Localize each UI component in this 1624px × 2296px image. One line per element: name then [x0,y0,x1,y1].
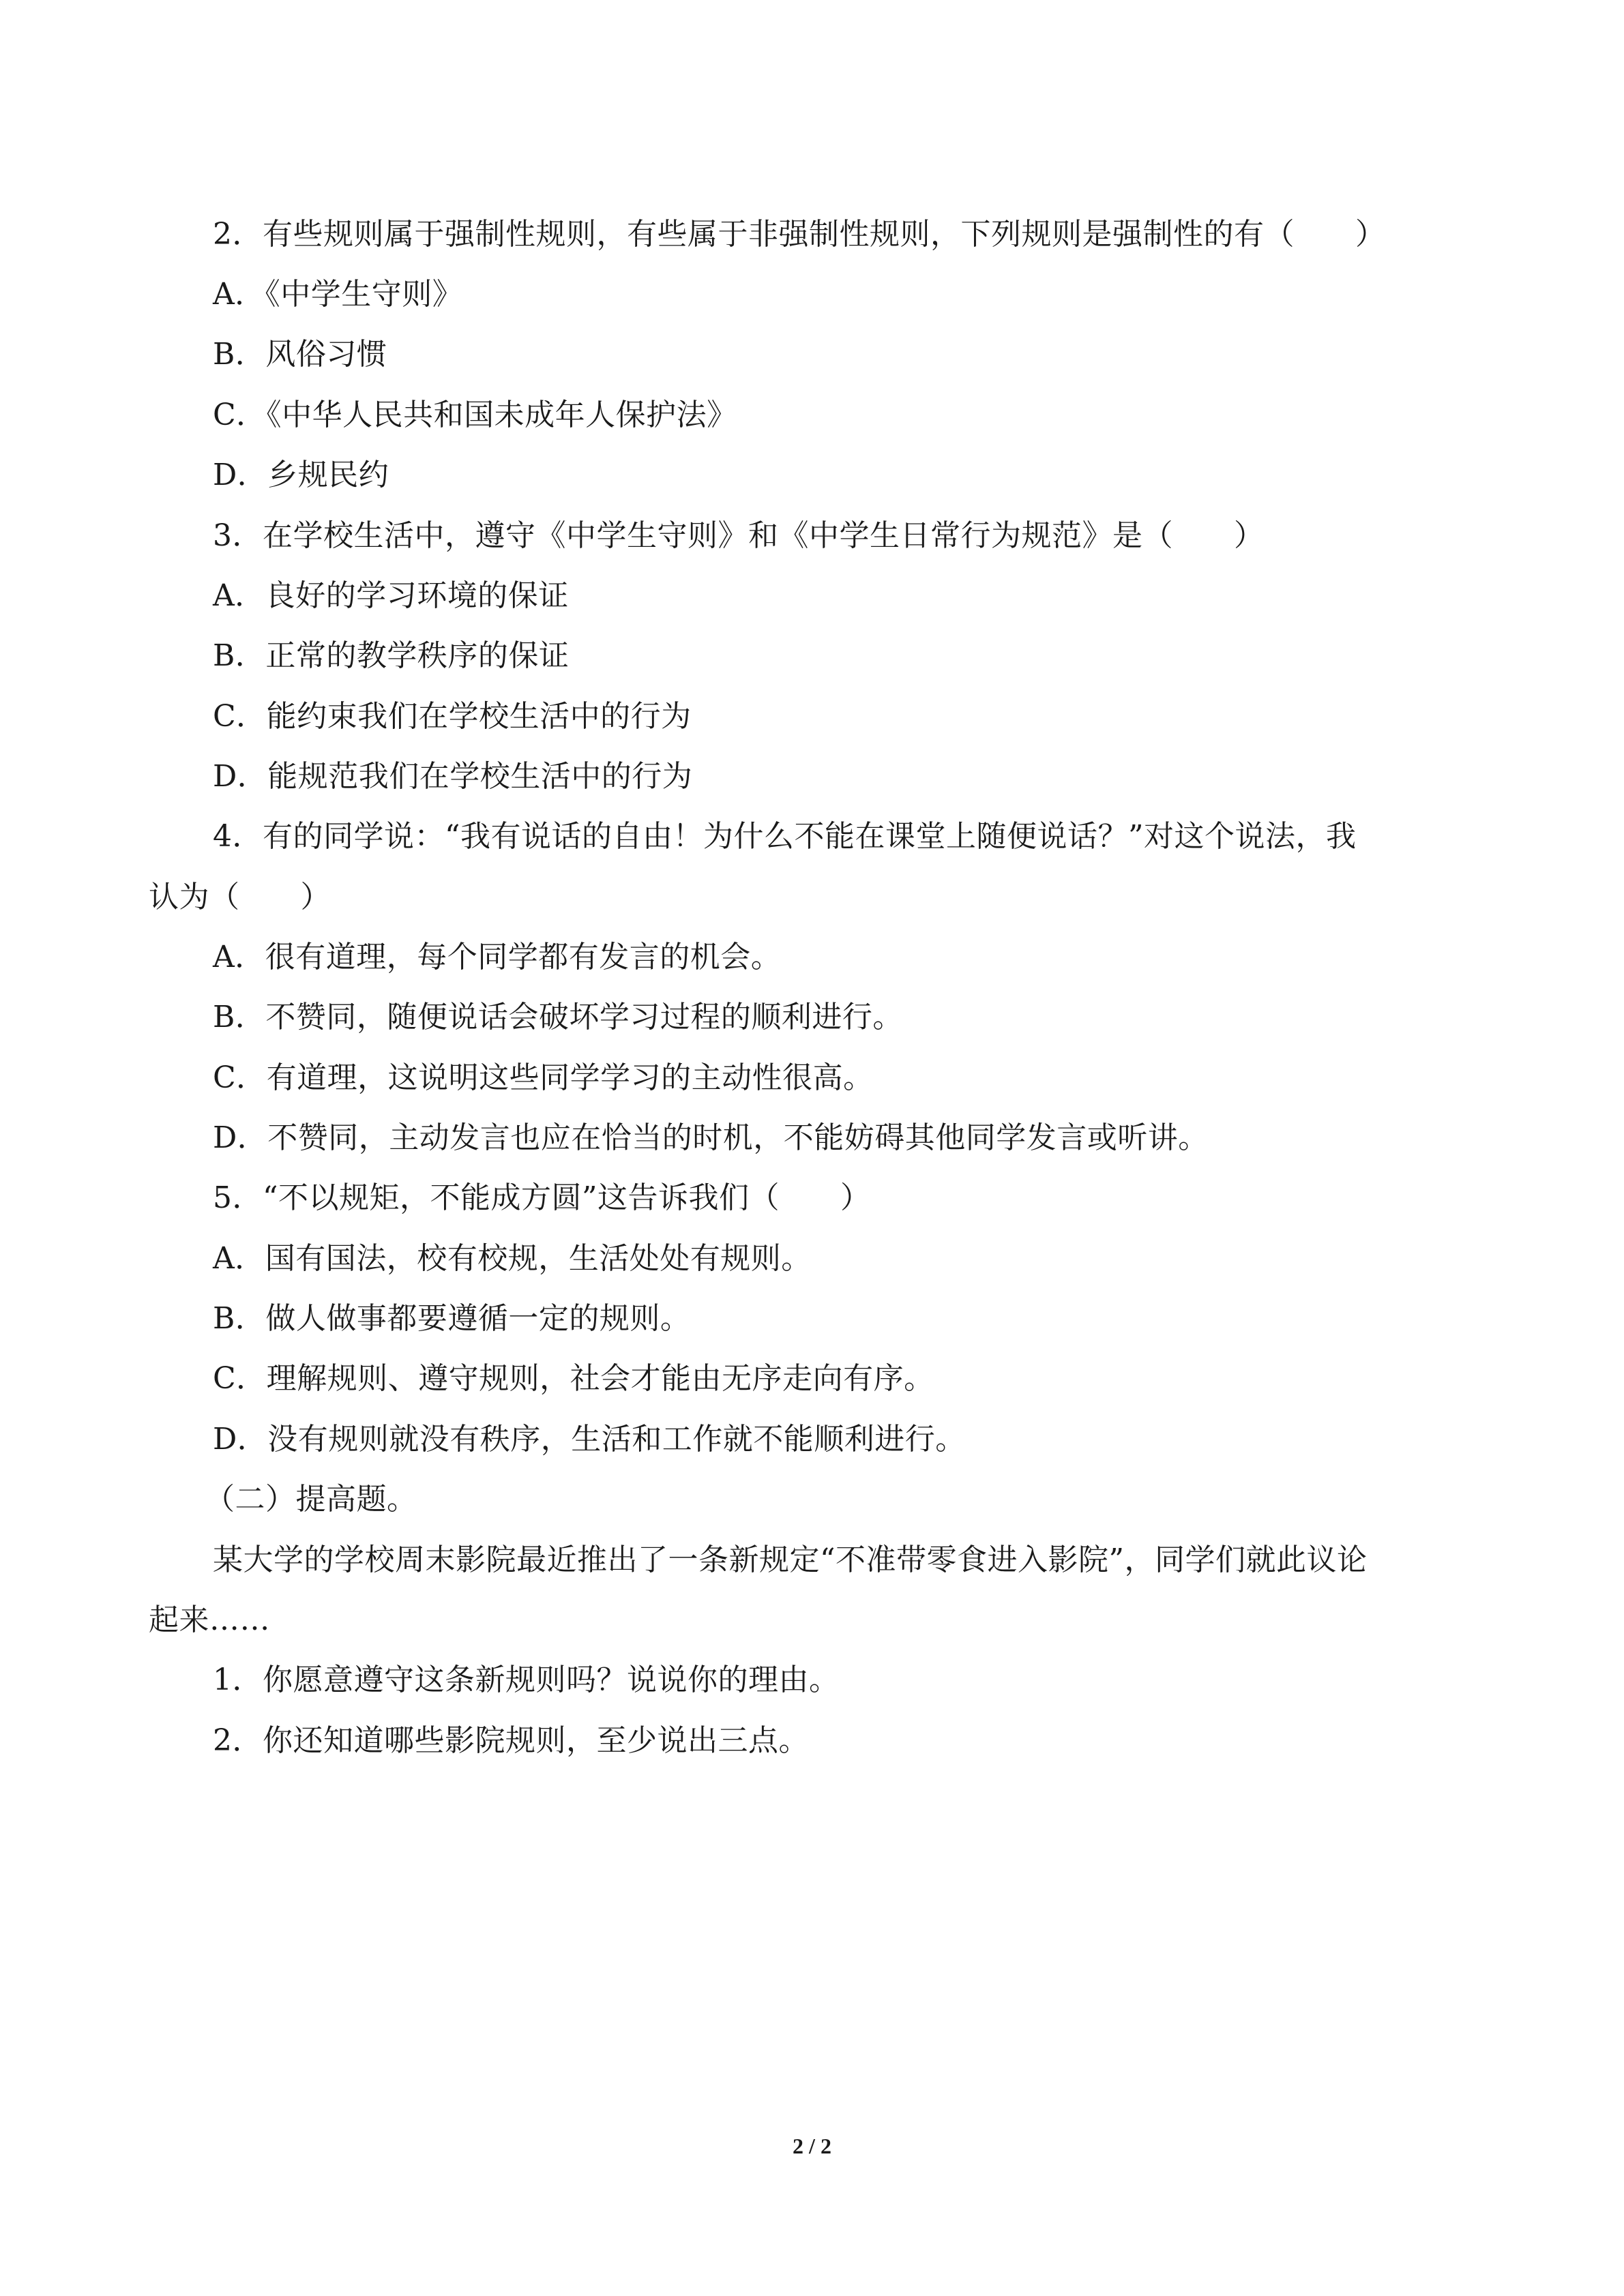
page-number: 2 / 2 [793,2134,831,2158]
question-4-option-a: A．很有道理，每个同学都有发言的机会。 [213,940,782,974]
question-5-option-d: D．没有规则就没有秩序，生活和工作就不能顺利进行。 [213,1422,966,1457]
question-4-stem-line1: 4．有的同学说：“我有说话的自由！为什么不能在课堂上随便说话？”对这个说法，我 [213,819,1357,854]
question-5-option-a: A．国有国法，校有校规，生活处处有规则。 [213,1241,812,1276]
advanced-passage-line2: 起来…… [149,1602,270,1637]
question-5-option-b: B．做人做事都要遵循一定的规则。 [213,1301,691,1336]
advanced-passage-line1: 某大学的学校周末影院最近推出了一条新规定“不准带零食进入影院”，同学们就此议论 [213,1542,1368,1577]
question-2-option-c: C．《中华人民共和国未成年人保护法》 [213,398,737,432]
question-5-stem: 5．“不以规矩，不能成方圆”这告诉我们（ ） [213,1180,871,1215]
question-2-option-a: A．《中学生守则》 [213,277,463,312]
question-4-stem-line2: 认为（ ） [149,880,331,914]
question-4-option-c: C．有道理，这说明这些同学学习的主动性很高。 [213,1060,874,1095]
question-4-option-b: B．不赞同，随便说话会破坏学习过程的顺利进行。 [213,1000,903,1034]
question-3-option-a: A．良好的学习环境的保证 [213,578,569,613]
advanced-item-2: 2．你还知道哪些影院规则，至少说出三点。 [213,1723,809,1758]
question-3-option-d: D．能规范我们在学校生活中的行为 [213,759,693,794]
question-3-option-b: B．正常的教学秩序的保证 [213,638,570,673]
question-5-option-c: C．理解规则、遵守规则，社会才能由无序走向有序。 [213,1361,934,1396]
question-2-option-b: B．风俗习惯 [213,337,387,372]
question-3-stem: 3．在学校生活中，遵守《中学生守则》和《中学生日常行为规范》是（ ） [213,518,1265,553]
advanced-item-1: 1．你愿意遵守这条新规则吗？说说你的理由。 [213,1663,840,1697]
question-2-option-d: D．乡规民约 [213,458,389,492]
question-4-option-d: D．不赞同，主动发言也应在恰当的时机，不能妨碍其他同学发言或听讲。 [213,1120,1209,1155]
advanced-section-heading: （二）提高题。 [205,1482,417,1517]
question-3-option-c: C．能约束我们在学校生活中的行为 [213,699,692,734]
question-2-stem: 2．有些规则属于强制性规则，有些属于非强制性规则，下列规则是强制性的有（ ） [213,217,1386,252]
